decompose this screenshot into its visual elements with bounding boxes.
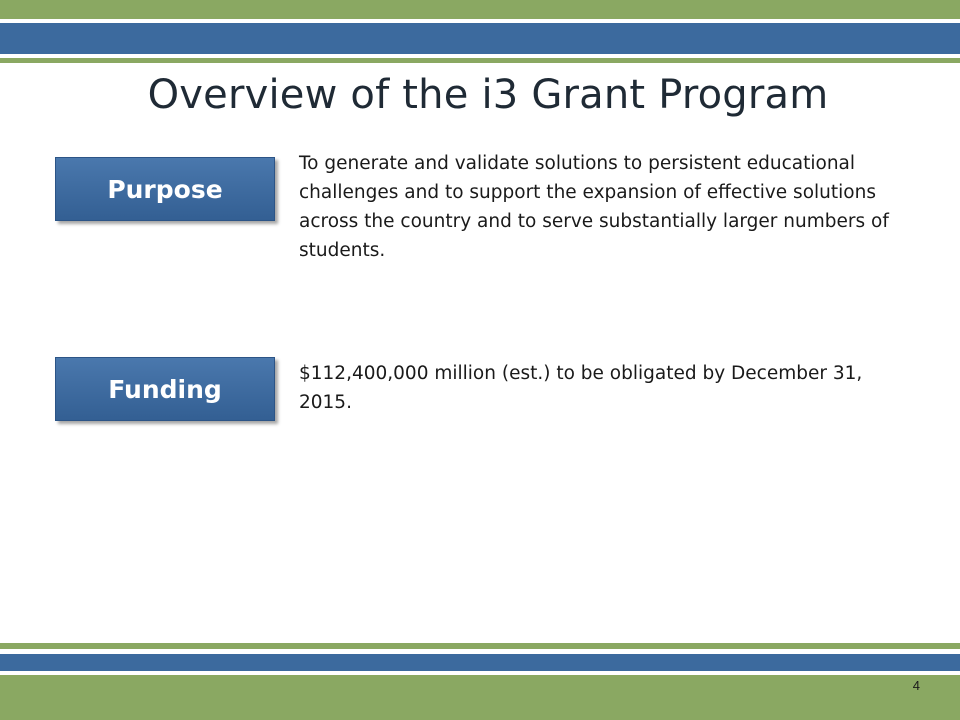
funding-label-box [55, 357, 275, 421]
top-blue-band [0, 23, 960, 54]
bottom-blue-band [0, 654, 960, 671]
bottom-thin-band [0, 643, 960, 649]
funding-label: Funding [108, 374, 222, 404]
page-number: 4 [912, 678, 920, 693]
top-thin-band [0, 58, 960, 63]
purpose-label: Purpose [107, 174, 223, 204]
funding-description: $112,400,000 million (est.) to be obligated by December 31, 2015. [299, 363, 863, 413]
purpose-label-box [55, 157, 275, 221]
top-green-band [0, 0, 960, 19]
bottom-green-band [0, 675, 960, 720]
purpose-description: To generate and validate solutions to persistent educational challenges and to support the expansion of effective solutions across the country and to serve substantially larger numbers of students. [299, 153, 889, 261]
slide-title: Overview of the i3 Grant Program [147, 72, 829, 118]
